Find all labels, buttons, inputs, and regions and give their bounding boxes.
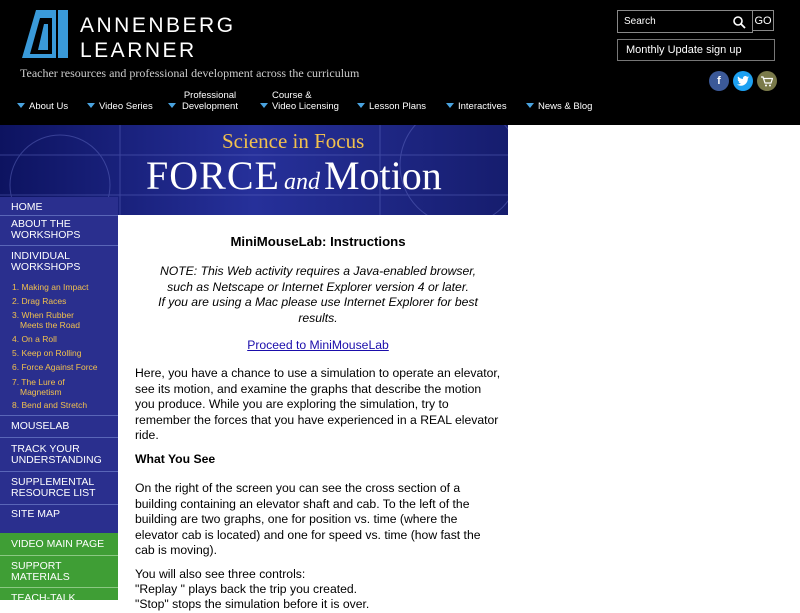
nav-course-licensing[interactable] bbox=[272, 90, 339, 112]
sidebar-workshop-4[interactable]: 4. On a Roll bbox=[12, 334, 57, 344]
page-title: MiniMouseLab: Instructions bbox=[230, 234, 406, 249]
sidebar-about-line1: ABOUT THE bbox=[11, 218, 71, 230]
twitter-bird-icon bbox=[737, 76, 749, 86]
sidebar-item-sitemap[interactable]: SITE MAP bbox=[11, 508, 61, 520]
note-line: NOTE: This Web activity requires a Java-enabled browser, bbox=[159, 264, 477, 278]
sidebar-item-supplemental[interactable] bbox=[11, 477, 96, 499]
nav-interactives[interactable]: Interactives bbox=[458, 101, 507, 112]
sidebar-video-section bbox=[0, 533, 118, 604]
nav-about-us[interactable]: About Us bbox=[29, 101, 69, 112]
sidebar-divider bbox=[0, 504, 118, 505]
nav-lesson-plans[interactable]: Lesson Plans bbox=[369, 101, 427, 112]
sidebar-workshop-1[interactable]: 1. Making an Impact bbox=[12, 282, 89, 292]
sidebar-item-home[interactable]: HOME bbox=[11, 201, 43, 213]
sidebar-track-line1: TRACK YOUR bbox=[11, 443, 80, 455]
banner-title-motion: Motion bbox=[323, 153, 442, 198]
intro-paragraph: Here, you have a chance to use a simulation to operate an elevator, see its motion, and examine the graphs that describe the motion you produce. While you are exploring the simulation, try to remember the forces that you have experienced in a REAL elevator ride. bbox=[135, 366, 501, 442]
chevron-down-icon bbox=[446, 103, 454, 108]
note-line: such as Netscape or Internet Explorer version 4 or later. bbox=[167, 279, 469, 294]
note-line: If you are using a Mac please use Internet Explorer for best bbox=[158, 295, 478, 309]
sidebar-item-support[interactable] bbox=[11, 561, 70, 583]
sidebar-divider bbox=[0, 215, 118, 216]
sidebar-support-line1: SUPPORT bbox=[11, 560, 62, 572]
sidebar-item-track[interactable] bbox=[11, 444, 102, 466]
nav-pd-line1: Professional bbox=[183, 90, 237, 101]
sidebar-workshop-8[interactable]: 8. Bend and Stretch bbox=[12, 400, 88, 410]
sidebar-workshop-5[interactable]: 5. Keep on Rolling bbox=[12, 348, 82, 358]
sidebar-track-line2: UNDERSTANDING bbox=[11, 454, 102, 466]
what-you-see-paragraph: On the right of the screen you can see the cross section of a building containing an elevator shaft and cab. To the left of the building are two graphs, one for position vs. time (where the elevator cab is located) and one for speed vs. time (how fast the cab is moving). bbox=[135, 481, 481, 557]
proceed-link[interactable]: Proceed to MiniMouseLab bbox=[247, 338, 389, 352]
site-header bbox=[0, 0, 800, 125]
nav-professional-development[interactable] bbox=[182, 90, 238, 112]
sidebar-workshop-7b[interactable]: Magnetism bbox=[20, 387, 62, 397]
sidebar-supp-line1: SUPPLEMENTAL bbox=[11, 476, 95, 488]
sidebar-divider bbox=[0, 587, 118, 588]
nav-video-series[interactable]: Video Series bbox=[99, 101, 153, 112]
sidebar-divider bbox=[0, 437, 118, 438]
sidebar-workshop-6[interactable]: 6. Force Against Force bbox=[12, 362, 98, 372]
main-nav bbox=[0, 90, 800, 120]
section-heading: What You See bbox=[135, 452, 216, 466]
nav-cl-line2: Video Licensing bbox=[272, 101, 339, 112]
sidebar-divider bbox=[0, 245, 118, 246]
brand-name-2: LEARNER bbox=[80, 39, 197, 62]
sidebar-individual-line1: INDIVIDUAL bbox=[11, 250, 70, 262]
java-note bbox=[135, 264, 501, 326]
facebook-icon[interactable]: f bbox=[709, 71, 729, 91]
search-input[interactable] bbox=[618, 11, 724, 32]
sidebar-about-line2: WORKSHOPS bbox=[11, 229, 81, 241]
sidebar-divider bbox=[0, 555, 118, 556]
note-line: results. bbox=[298, 310, 338, 325]
banner-title-and: and bbox=[283, 169, 320, 195]
nav-news-blog[interactable]: News & Blog bbox=[538, 101, 593, 112]
sidebar-item-about[interactable] bbox=[11, 219, 80, 241]
banner-title bbox=[146, 152, 442, 199]
go-button[interactable]: GO bbox=[752, 10, 774, 31]
controls-stop: "Stop" stops the simulation before it is over. bbox=[135, 597, 370, 611]
chevron-down-icon bbox=[17, 103, 25, 108]
sidebar-divider bbox=[0, 471, 118, 472]
monthly-update-button[interactable]: Monthly Update sign up bbox=[617, 39, 775, 61]
nav-pd-line2: Development bbox=[182, 101, 238, 112]
sidebar-workshop-2[interactable]: 2. Drag Races bbox=[12, 296, 67, 306]
chevron-down-icon bbox=[357, 103, 365, 108]
sidebar-item-teach-talk[interactable]: TEACH-TALK bbox=[11, 592, 76, 604]
banner-subtitle: Science in Focus bbox=[222, 129, 365, 153]
search-box bbox=[617, 10, 753, 33]
sidebar-divider bbox=[0, 415, 118, 416]
chevron-down-icon bbox=[260, 103, 268, 108]
chevron-down-icon bbox=[526, 103, 534, 108]
cart-icon[interactable] bbox=[757, 71, 777, 91]
controls-intro: You will also see three controls: bbox=[135, 567, 306, 581]
logo-mark-icon bbox=[18, 10, 70, 58]
tagline: Teacher resources and professional development across the curriculum bbox=[20, 66, 360, 80]
sidebar-workshop-3[interactable]: 3. When Rubber bbox=[12, 310, 74, 320]
sidebar-supp-line2: RESOURCE LIST bbox=[11, 487, 96, 499]
sidebar-workshop-7[interactable]: 7. The Lure of bbox=[12, 377, 65, 387]
brand-name: ANNENBERG bbox=[80, 14, 236, 37]
cart-glyph-icon bbox=[761, 76, 773, 87]
controls-replay: "Replay " plays back the trip you created. bbox=[135, 582, 358, 596]
nav-cl-line1: Course & bbox=[272, 90, 312, 101]
banner-title-force: FORCE bbox=[146, 153, 280, 198]
sidebar-item-mouselab[interactable]: MOUSELAB bbox=[11, 420, 70, 432]
chevron-down-icon bbox=[87, 103, 95, 108]
sidebar-individual-line2: WORKSHOPS bbox=[11, 261, 81, 273]
chevron-down-icon bbox=[168, 103, 176, 108]
search-icon[interactable] bbox=[732, 15, 746, 29]
sidebar-item-video-main[interactable]: VIDEO MAIN PAGE bbox=[11, 538, 105, 550]
sidebar-workshop-3b[interactable]: Meets the Road bbox=[20, 320, 81, 330]
sidebar-support-line2: MATERIALS bbox=[11, 571, 70, 583]
twitter-icon[interactable] bbox=[733, 71, 753, 91]
sidebar-item-individual[interactable] bbox=[11, 251, 80, 273]
